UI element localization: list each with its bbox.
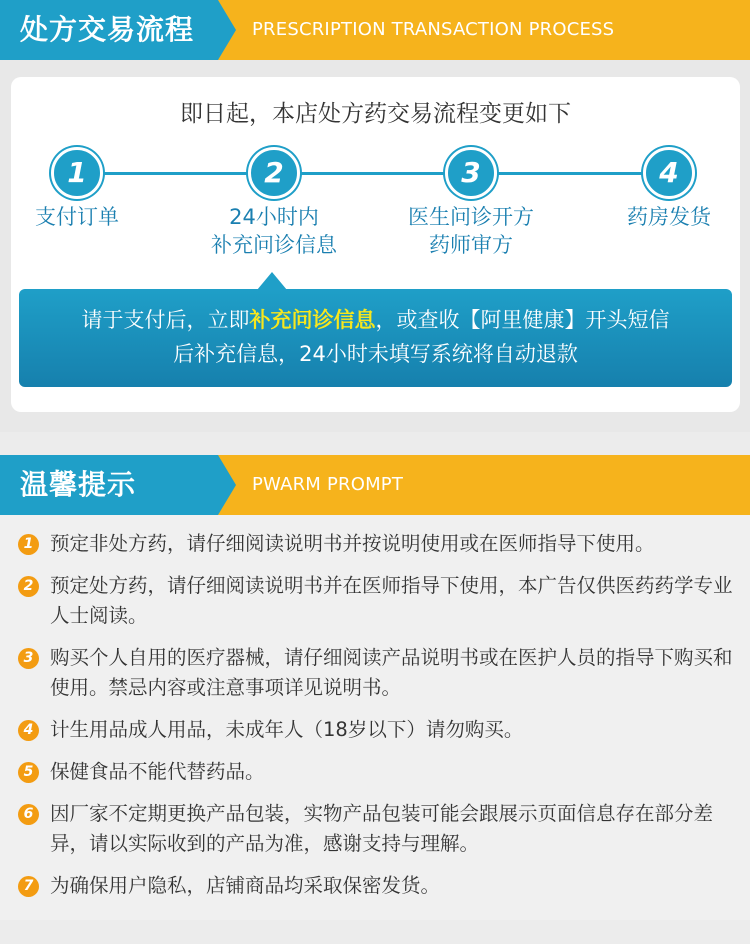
- tips-title-cn: 温馨提示: [20, 468, 137, 501]
- step-2-circle: 2: [248, 147, 300, 199]
- process-title-cn: 处方交易流程: [20, 13, 195, 46]
- step-1-line1: 支付订单: [35, 205, 119, 229]
- tip-text: 为确保用户隐私，店铺商品均采取保密发货。: [50, 874, 441, 897]
- notice-highlight: 补充问诊信息: [249, 308, 376, 332]
- tip-text: 计生用品成人用品，未成年人（18岁以下）请勿购买。: [50, 718, 524, 741]
- tip-item: [0, 529, 750, 559]
- process-heading: 即日起，本店处方药交易流程变更如下: [180, 101, 571, 127]
- process-section: [0, 0, 750, 432]
- tip-item: [0, 799, 750, 859]
- tip-item: [0, 757, 750, 787]
- step-4-line1: 药房发货: [627, 205, 711, 229]
- step-3-label: [381, 203, 561, 259]
- notice-box: [19, 289, 732, 387]
- tip-text: 购买个人自用的医疗器械，请仔细阅读产品说明书或在医护人员的指导下购买和使用。禁忌内容或注意事项详见说明书。: [50, 646, 733, 699]
- step-1-label: [0, 203, 167, 231]
- tips-header-bar: [0, 455, 750, 515]
- notice-text-1: 请于支付后，立即: [81, 308, 250, 332]
- tip-number-badge: 7: [18, 876, 39, 897]
- step-3-line1: 医生问诊开方: [408, 205, 534, 229]
- step-2-label: [184, 203, 364, 259]
- notice-pointer-arrow: [257, 272, 287, 290]
- tip-text: 预定处方药，请仔细阅读说明书并在医师指导下使用，本广告仅供医药药学专业人士阅读。: [50, 574, 733, 627]
- process-title-en: PRESCRIPTION TRANSACTION PROCESS: [252, 19, 615, 40]
- notice-line-1: [19, 303, 732, 337]
- tip-text: 预定非处方药，请仔细阅读说明书并按说明使用或在医师指导下使用。: [50, 532, 655, 555]
- tip-text: 保健食品不能代替药品。: [50, 760, 265, 783]
- tip-number-badge: 4: [18, 720, 39, 741]
- tips-title-en: PWARM PROMPT: [252, 474, 404, 495]
- tip-number-badge: 1: [18, 534, 39, 555]
- notice-line-2: 后补充信息，24小时未填写系统将自动退款: [173, 342, 578, 366]
- tip-item: [0, 571, 750, 631]
- process-header-bar: [0, 0, 750, 60]
- tips-section: [0, 455, 750, 920]
- tip-text: 因厂家不定期更换产品包装，实物产品包装可能会跟展示页面信息存在部分差异，请以实际收到的产品为准，感谢支持与理解。: [50, 802, 714, 855]
- tip-number-badge: 5: [18, 762, 39, 783]
- tips-list: [0, 529, 750, 913]
- tip-item: [0, 643, 750, 703]
- tip-number-badge: 3: [18, 648, 39, 669]
- step-2-line1: 24小时内: [229, 205, 319, 229]
- tip-item: [0, 871, 750, 901]
- step-connector-line: [89, 172, 683, 175]
- tip-number-badge: 2: [18, 576, 39, 597]
- tip-item: [0, 715, 750, 745]
- process-card: [11, 77, 740, 412]
- step-3-line2: 药师审方: [429, 233, 513, 257]
- step-3-circle: 3: [445, 147, 497, 199]
- step-4-circle: 4: [643, 147, 695, 199]
- step-1-circle: 1: [51, 147, 103, 199]
- tip-number-badge: 6: [18, 804, 39, 825]
- notice-text-2: ，或查收【阿里健康】开头短信: [375, 308, 670, 332]
- step-2-line2: 补充问诊信息: [211, 233, 337, 257]
- step-4-label: [579, 203, 750, 231]
